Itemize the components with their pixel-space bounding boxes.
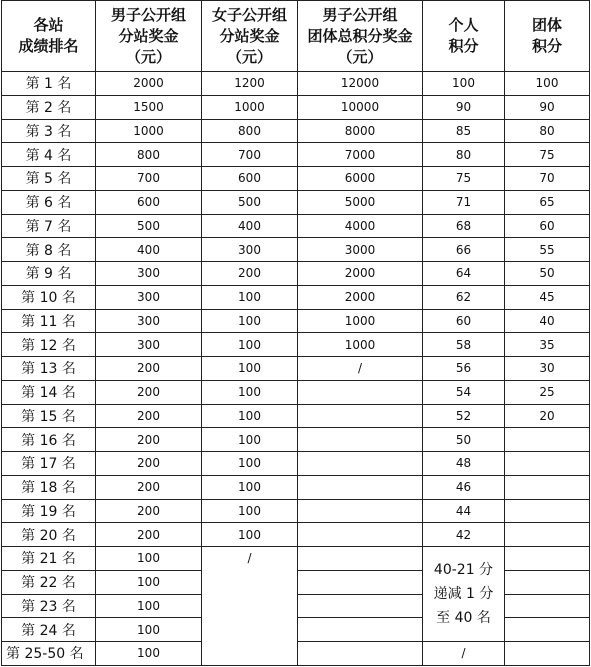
table-row [2,95,590,119]
team-prize-cell: 12000 [298,72,423,96]
team-prize-cell: 1000 [298,333,423,357]
men-prize-cell: 500 [96,214,202,238]
rank-cell: 第 7 名 [2,214,96,238]
women-prize-cell: 1200 [202,72,298,96]
header-women-line-2: 分站奖金 [219,26,280,45]
women-prize-cell: 100 [202,428,298,452]
team-points-cell: 50 [505,262,590,286]
table-row [2,143,590,167]
women-prize-cell: 1000 [202,95,298,119]
team-prize-cell [298,570,423,594]
header-rank-line-1: 各站 [33,16,64,34]
table-row [2,167,590,191]
rank-cell: 第 2 名 [2,95,96,119]
individual-points-cell: 80 [423,143,505,167]
women-prize-cell: 800 [202,119,298,143]
individual-points-cell: 52 [423,404,505,428]
note-line-2: 递减 1 分 [433,586,494,602]
team-points-cell [505,547,590,571]
team-prize-cell [298,523,423,547]
men-prize-cell: 200 [96,357,202,381]
women-prize-cell: 100 [202,357,298,381]
women-prize-cell: 100 [202,309,298,333]
men-prize-cell: 2000 [96,72,202,96]
header-individual-points [423,1,505,72]
header-team-prize [298,1,423,72]
men-prize-cell: 100 [96,618,202,642]
prize-points-table [1,0,590,666]
team-prize-cell: 2000 [298,285,423,309]
team-prize-cell [298,404,423,428]
women-prize-cell: 300 [202,238,298,262]
team-prize-cell: 10000 [298,95,423,119]
header-women-line-3: （元） [226,47,272,66]
rank-cell: 第 1 名 [2,72,96,96]
individual-points-cell: 62 [423,285,505,309]
rank-cell: 第 4 名 [2,143,96,167]
rank-cell: 第 5 名 [2,167,96,191]
team-prize-cell [298,380,423,404]
women-prize-cell: 100 [202,523,298,547]
team-prize-cell: 5000 [298,190,423,214]
individual-points-cell: 60 [423,309,505,333]
header-individual-line-2: 积分 [448,37,479,55]
team-points-cell: 90 [505,95,590,119]
rank-cell: 第 25-50 名 [2,642,96,666]
individual-points-cell: 58 [423,333,505,357]
team-prize-cell [298,642,423,666]
individual-points-note [423,547,505,642]
header-group-line-1: 团体 [531,16,562,34]
team-points-cell [505,452,590,476]
team-points-cell: 70 [505,167,590,191]
women-prize-cell: 100 [202,333,298,357]
men-prize-cell: 200 [96,523,202,547]
table-row [2,309,590,333]
individual-points-cell: 100 [423,72,505,96]
team-prize-cell: 1000 [298,309,423,333]
team-prize-cell [298,475,423,499]
team-prize-cell: 4000 [298,214,423,238]
header-team-line-3: （元） [337,47,383,66]
men-prize-cell: 100 [96,594,202,618]
team-prize-cell [298,452,423,476]
header-men-line-3: （元） [125,47,171,66]
rank-cell: 第 19 名 [2,499,96,523]
individual-points-cell: 64 [423,262,505,286]
individual-points-cell: 71 [423,190,505,214]
table-row [2,452,590,476]
header-men-line-2: 分站奖金 [118,26,179,45]
team-points-cell: 40 [505,309,590,333]
table-row [2,214,590,238]
women-prize-cell: 700 [202,143,298,167]
men-prize-cell: 400 [96,238,202,262]
men-prize-cell: 300 [96,309,202,333]
rank-cell: 第 18 名 [2,475,96,499]
rank-cell: 第 6 名 [2,190,96,214]
men-prize-cell: 200 [96,428,202,452]
team-points-cell: 60 [505,214,590,238]
individual-points-cell: 56 [423,357,505,381]
header-men-line-1: 男子公开组 [110,5,186,24]
header-row [2,1,590,72]
men-prize-cell: 200 [96,380,202,404]
rank-cell: 第 21 名 [2,547,96,571]
team-points-cell: 25 [505,380,590,404]
individual-points-cell: 75 [423,167,505,191]
table-row [2,357,590,381]
men-prize-cell: 800 [96,143,202,167]
header-women-prize [202,1,298,72]
team-prize-cell: 8000 [298,119,423,143]
note-line-1: 40-21 分 [433,562,494,578]
rank-cell: 第 22 名 [2,570,96,594]
table-row [2,72,590,96]
rank-cell: 第 12 名 [2,333,96,357]
women-prize-cell: 100 [202,499,298,523]
rank-cell: 第 8 名 [2,238,96,262]
women-prize-cell: 500 [202,190,298,214]
team-points-cell [505,570,590,594]
table-row [2,475,590,499]
rank-cell: 第 10 名 [2,285,96,309]
table-row [2,499,590,523]
header-individual-line-1: 个人 [448,16,479,34]
team-prize-cell [298,499,423,523]
team-points-cell: 65 [505,190,590,214]
individual-points-cell: 44 [423,499,505,523]
table-row [2,404,590,428]
women-prize-cell: 200 [202,262,298,286]
rank-cell: 第 23 名 [2,594,96,618]
header-rank [2,1,96,72]
women-prize-cell: 100 [202,452,298,476]
individual-points-cell: 50 [423,428,505,452]
rank-cell: 第 9 名 [2,262,96,286]
header-team-line-1: 男子公开组 [322,5,398,24]
team-points-cell [505,618,590,642]
rank-cell: 第 15 名 [2,404,96,428]
team-prize-cell: / [298,357,423,381]
women-prize-cell: 100 [202,475,298,499]
men-prize-cell: 300 [96,262,202,286]
table-row [2,190,590,214]
header-team-line-2: 团体总积分奖金 [307,26,413,45]
team-points-cell: 100 [505,72,590,96]
men-prize-cell: 200 [96,499,202,523]
rank-cell: 第 3 名 [2,119,96,143]
team-points-cell [505,475,590,499]
table-row [2,119,590,143]
women-prize-cell: 100 [202,380,298,404]
individual-points-cell: 66 [423,238,505,262]
rank-cell: 第 11 名 [2,309,96,333]
women-prize-cell: 400 [202,214,298,238]
rank-cell: 第 14 名 [2,380,96,404]
individual-points-cell: 42 [423,523,505,547]
women-prize-cell: / [202,547,298,666]
individual-points-cell: 68 [423,214,505,238]
team-points-cell: 20 [505,404,590,428]
table-row [2,238,590,262]
team-prize-cell [298,618,423,642]
rank-cell: 第 16 名 [2,428,96,452]
rank-cell: 第 20 名 [2,523,96,547]
team-prize-cell: 2000 [298,262,423,286]
men-prize-cell: 1500 [96,95,202,119]
team-prize-cell [298,428,423,452]
individual-points-cell: 90 [423,95,505,119]
table-row [2,285,590,309]
team-points-cell: 80 [505,119,590,143]
rank-cell: 第 17 名 [2,452,96,476]
team-prize-cell [298,594,423,618]
women-prize-cell: 600 [202,167,298,191]
team-prize-cell: 3000 [298,238,423,262]
header-rank-line-2: 成绩排名 [18,37,79,55]
header-team-points [505,1,590,72]
team-points-cell: 75 [505,143,590,167]
team-points-cell: 30 [505,357,590,381]
men-prize-cell: 200 [96,404,202,428]
men-prize-cell: 200 [96,475,202,499]
women-prize-cell: 100 [202,404,298,428]
individual-points-cell: 85 [423,119,505,143]
team-points-cell [505,428,590,452]
table-row [2,523,590,547]
table-row [2,262,590,286]
men-prize-cell: 200 [96,452,202,476]
header-men-prize [96,1,202,72]
rank-cell: 第 24 名 [2,618,96,642]
team-points-cell: 45 [505,285,590,309]
table-row [2,428,590,452]
men-prize-cell: 1000 [96,119,202,143]
individual-points-cell: 46 [423,475,505,499]
men-prize-cell: 600 [96,190,202,214]
note-line-3: 至 40 名 [436,610,491,626]
team-points-cell [505,642,590,666]
table-row [2,380,590,404]
individual-points-cell: 48 [423,452,505,476]
team-points-cell [505,499,590,523]
team-points-cell: 35 [505,333,590,357]
men-prize-cell: 300 [96,285,202,309]
women-prize-cell: 100 [202,285,298,309]
rank-cell: 第 13 名 [2,357,96,381]
team-prize-cell [298,547,423,571]
individual-points-cell: / [423,642,505,666]
team-prize-cell: 7000 [298,143,423,167]
header-group-line-2: 积分 [531,37,562,55]
team-points-cell [505,523,590,547]
men-prize-cell: 300 [96,333,202,357]
individual-points-cell: 54 [423,380,505,404]
table-row [2,333,590,357]
men-prize-cell: 700 [96,167,202,191]
team-points-cell [505,594,590,618]
table-row [2,547,590,571]
team-points-cell: 55 [505,238,590,262]
team-prize-cell: 6000 [298,167,423,191]
men-prize-cell: 100 [96,547,202,571]
men-prize-cell: 100 [96,642,202,666]
header-women-line-1: 女子公开组 [211,5,287,24]
men-prize-cell: 100 [96,570,202,594]
